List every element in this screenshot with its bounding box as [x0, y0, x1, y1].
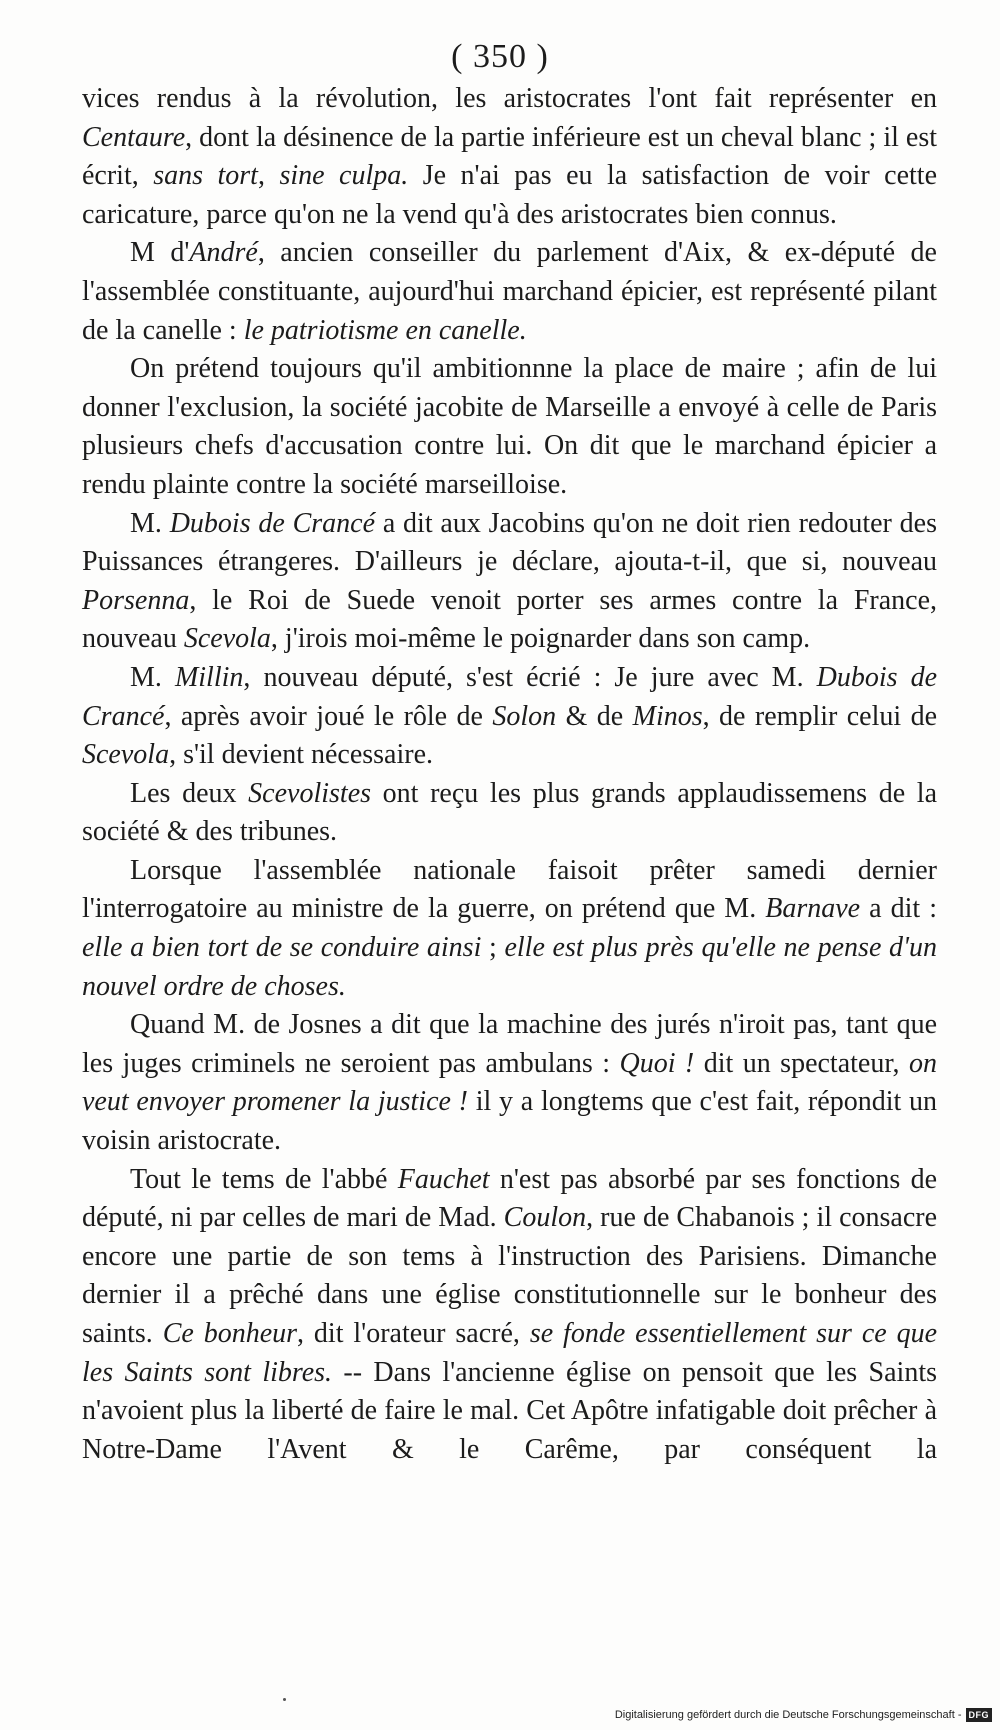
paragraph — [82, 775, 937, 852]
italic-text: André — [189, 237, 258, 269]
italic-text: elle est plus près qu'elle ne pense d'un nouvel ordre de choses. — [82, 932, 938, 1002]
paragraph — [82, 852, 937, 1006]
paragraph — [82, 1006, 937, 1160]
italic-text: le patriotisme en canelle. — [243, 314, 527, 346]
paragraph — [82, 80, 937, 234]
italic-text: Minos — [632, 700, 703, 732]
text-run: , nouveau député, s'est écrié : Je jure avec M. — [243, 661, 817, 693]
paragraph — [82, 350, 937, 504]
text-run: , ancien conseiller du parlement d'Aix, & ex-député de l'assemblée constituante, aujourd'hui marchand épicier, est représenté pilant de la canelle : — [82, 237, 937, 346]
italic-text: Ce bonheur — [162, 1318, 298, 1349]
italic-text: Centaure — [82, 121, 186, 153]
paragraph — [82, 1161, 937, 1470]
italic-text: elle a bien tort de se conduire ainsi — [82, 932, 482, 964]
text-run: M. — [130, 661, 175, 693]
paragraph — [82, 505, 937, 659]
italic-text: sine culpa. — [279, 160, 409, 192]
text-run: a dit aux Jacobins qu'on ne doit rien redouter des Puissances étrangeres. D'ailleurs je déclare, ajouta-t-il, que si, nouveau — [82, 507, 937, 578]
italic-text: Scevola — [183, 623, 271, 655]
italic-text: Fauchet — [397, 1163, 490, 1195]
text-run: , — [257, 160, 280, 192]
text-run: Quand M. de Josnes a dit que la machine des jurés n'iroit pas, tant que les juges criminels ne seroient pas ambulans : — [82, 1009, 937, 1079]
ink-speck — [283, 1698, 286, 1701]
body-text — [82, 80, 937, 1469]
text-run: & de — [556, 700, 633, 732]
paragraph — [82, 234, 937, 350]
text-run: M d' — [130, 237, 190, 269]
italic-text: sans tort — [153, 160, 258, 192]
text-run: Lorsque l'assemblée nationale faisoit prêter samedi dernier l'interrogatoire au ministre de la guerre, on prétend que M. — [82, 854, 937, 925]
text-run: dit un spectateur, — [694, 1047, 909, 1079]
italic-text: Solon — [492, 700, 557, 732]
italic-text: se fonde essentiellement sur ce que les Saints sont libres. — [82, 1318, 938, 1388]
text-run: n'est pas absorbé par ses fonctions de député, ni par celles de mari de Mad. — [82, 1163, 938, 1234]
text-run: il y a longtems que c'est fait, répondit un voisin aristocrate. — [82, 1086, 937, 1157]
footer-credit: Digitalisierung gefördert durch die Deutsche Forschungsgemeinschaft - — [614, 1709, 962, 1721]
italic-text: Porsenna — [82, 584, 190, 616]
digitization-footer — [615, 1708, 992, 1722]
italic-text: Barnave — [765, 893, 861, 925]
text-run: -- Dans l'ancienne église on pensoit que les Saints n'avoient plus la liberté de faire le mal. Cet Apôtre infatigable doit prêcher à Notre-Dame l'Avent & le Carême, par conséquent la — [82, 1356, 937, 1465]
text-run: , le Roi de Suede venoit porter ses armes contre la France, nouveau — [82, 584, 937, 655]
italic-text: Scevolistes — [248, 777, 372, 809]
italic-text: Dubois de Crancé — [169, 507, 376, 539]
italic-text: Millin — [174, 661, 244, 693]
text-run: , après avoir joué le rôle de — [164, 700, 493, 732]
text-run: , rue de Chabanois ; il consacre encore une partie de son tems à l'instruction des Parisiens. Dimanche dernier il a prêché dans une église constitutionnelle sur le bonheur des saints. — [82, 1202, 937, 1349]
text-run: Les deux — [130, 777, 249, 809]
text-run: Tout le tems de l'abbé — [130, 1163, 398, 1195]
text-run: Je n'ai pas eu la satisfaction de voir cette caricature, parce qu'on ne la vend qu'à des aristocrates bien connus. — [82, 160, 938, 230]
text-run: M. — [130, 507, 170, 539]
italic-text: Quoi ! — [619, 1047, 695, 1079]
text-run: On prétend toujours qu'il ambitionnne la place de maire ; afin de lui donner l'exclusion, la société jacobite de Marseille a envoyé à celle de Paris plusieurs chefs d'accusation contre lui. On dit que le marchand épicier a rendu plainte contre la société marseilloise. — [82, 353, 937, 500]
text-run: , j'irois moi-même le poignarder dans son camp. — [270, 623, 811, 655]
text-run: ; — [481, 932, 505, 964]
italic-text: Coulon — [503, 1202, 587, 1234]
text-run: , dit l'orateur sacré, — [297, 1318, 530, 1349]
page-number: ( 350 ) — [451, 38, 549, 75]
italic-text: Dubois de Crancé — [82, 661, 937, 732]
italic-text: on veut envoyer promener la justice ! — [82, 1047, 937, 1118]
text-run: a dit : — [860, 893, 938, 925]
text-run: ont reçu les plus grands applaudissemens de la société & des tribunes. — [82, 777, 938, 848]
text-run: vices rendus à la révolution, les aristocrates l'ont fait représenter en — [82, 83, 937, 114]
text-run: , de remplir celui de — [702, 700, 938, 732]
paragraph — [82, 659, 937, 775]
text-run: , s'il devient nécessaire. — [169, 739, 434, 771]
italic-text: Scevola — [82, 739, 170, 771]
text-run: , dont la désinence de la partie inférieure est un cheval blanc ; il est écrit, — [82, 121, 937, 192]
dfg-logo-icon: DFG — [966, 1708, 993, 1722]
